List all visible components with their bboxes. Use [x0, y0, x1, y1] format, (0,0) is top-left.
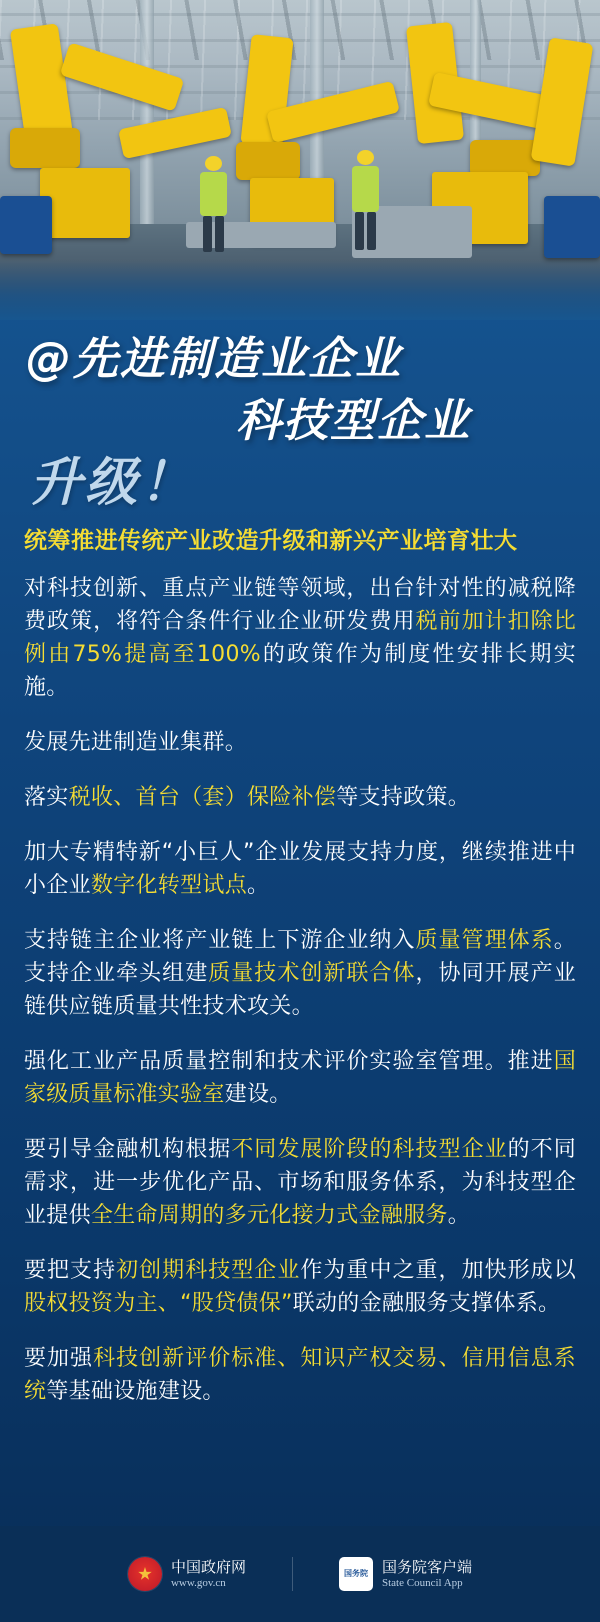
paragraph	[24, 1133, 576, 1232]
worker-legs	[355, 212, 364, 250]
highlight-text: 税前加计扣除比例由75%提高至100%	[24, 609, 576, 668]
body-text: 要引导金融机构根据	[24, 1137, 232, 1163]
worker	[348, 150, 382, 250]
national-emblem-icon	[128, 1557, 162, 1591]
highlight-text: 初创期科技型企业	[116, 1258, 301, 1284]
body-text: 加大专精特新“小巨人”企业发展支持力度，继续推进中小企业	[24, 840, 576, 899]
highlight-text: 科技创新评价标准、知识产权交易、信用信息系统	[24, 1346, 576, 1405]
body-text: ，协同开展产业链供应链质量共性技术攻关。	[24, 961, 577, 1020]
footer-gov-text	[171, 1558, 246, 1591]
footer-app-sub: State Council App	[382, 1576, 463, 1589]
factory-photo	[0, 0, 600, 320]
paragraph	[24, 572, 576, 704]
highlight-text: 质量技术创新联合体	[208, 961, 416, 987]
highlight-text: 股权投资为主、“股贷债保”	[24, 1291, 293, 1317]
highlight-text: 税收、首台（套）保险补偿	[68, 785, 337, 811]
footer-item-app[interactable]	[339, 1557, 472, 1591]
state-council-app-icon: 国务院	[339, 1557, 373, 1591]
body-text: 等基础设施建设。	[46, 1379, 225, 1405]
footer-gov-name: 中国政府网	[170, 1557, 246, 1576]
footer-gov-url: www.gov.cn	[170, 1576, 226, 1589]
paragraph	[24, 781, 576, 814]
body-text: 强化工业产品质量控制和技术评价实验室管理。推进	[24, 1049, 554, 1075]
page-title-line-2: 科技型企业	[236, 394, 472, 447]
body-text: 要加强	[24, 1346, 94, 1372]
footer-app-name: 国务院客户端	[382, 1557, 473, 1576]
content-body	[24, 525, 576, 1430]
body-text: 。	[247, 873, 270, 899]
body-text: 的政策作为制度性安排长期实施。	[24, 642, 576, 701]
title-block	[0, 312, 600, 522]
paragraph	[24, 1045, 576, 1111]
highlight-text: 质量管理体系	[415, 928, 554, 954]
body-text: 要把支持	[24, 1258, 117, 1284]
body-text: 。	[447, 1203, 471, 1229]
paragraph	[24, 836, 576, 902]
body-text: 发展先进制造业集群。	[24, 730, 248, 756]
worker-legs	[215, 216, 224, 252]
worker-vest	[352, 166, 379, 212]
worker	[196, 156, 230, 252]
footer-divider	[292, 1557, 293, 1591]
robot-joint	[10, 128, 80, 168]
worker-helmet-icon	[357, 150, 374, 165]
footer-bar	[0, 1526, 600, 1622]
photo-gradient-fade	[0, 260, 600, 320]
body-text: 联动的金融服务支撑体系。	[292, 1291, 561, 1317]
paragraph	[24, 924, 576, 1023]
worker-helmet-icon	[205, 156, 222, 171]
highlight-text: 全生命周期的多元化接力式金融服务	[90, 1203, 448, 1229]
body-text: 建设。	[224, 1082, 292, 1108]
body-text: 的不同需求，进一步优化产品、市场和服务体系，为科技型企业提供	[24, 1137, 577, 1229]
worker-legs	[203, 216, 212, 252]
worker-legs	[367, 212, 376, 250]
worker-vest	[200, 172, 227, 216]
paragraph-list	[24, 572, 576, 1408]
paragraph	[24, 726, 576, 759]
highlight-text: 国家级质量标准实验室	[24, 1049, 576, 1108]
page-title-line-1: @先进制造业企业	[26, 332, 403, 385]
paragraph	[24, 1254, 576, 1320]
body-text: 作为重中之重，加快形成以	[300, 1258, 577, 1284]
highlight-text: 不同发展阶段的科技型企业	[231, 1137, 508, 1163]
robot-base	[40, 168, 130, 238]
machine-housing	[544, 196, 600, 258]
body-text: 落实	[24, 785, 69, 811]
robot-joint	[236, 142, 300, 180]
body-text: 对科技创新、重点产业链等领域，出台针对性的减税降费政策，将符合条件行业企业研发费用	[24, 576, 576, 635]
robot-joint	[470, 140, 540, 176]
body-text: 支持链主企业将产业链上下游企业纳入	[24, 928, 416, 954]
highlight-text: 数字化转型试点	[90, 873, 248, 899]
page-title-upgrade: 升级！	[30, 453, 196, 513]
footer-app-text	[382, 1558, 472, 1591]
section-heading: 统筹推进传统产业改造升级和新兴产业培育壮大	[24, 528, 518, 554]
machine-housing	[0, 196, 52, 254]
footer-item-gov[interactable]	[128, 1557, 246, 1591]
paragraph	[24, 1342, 576, 1408]
body-text: 等支持政策。	[336, 785, 471, 811]
body-text: 。支持企业牵头组建	[24, 928, 576, 987]
